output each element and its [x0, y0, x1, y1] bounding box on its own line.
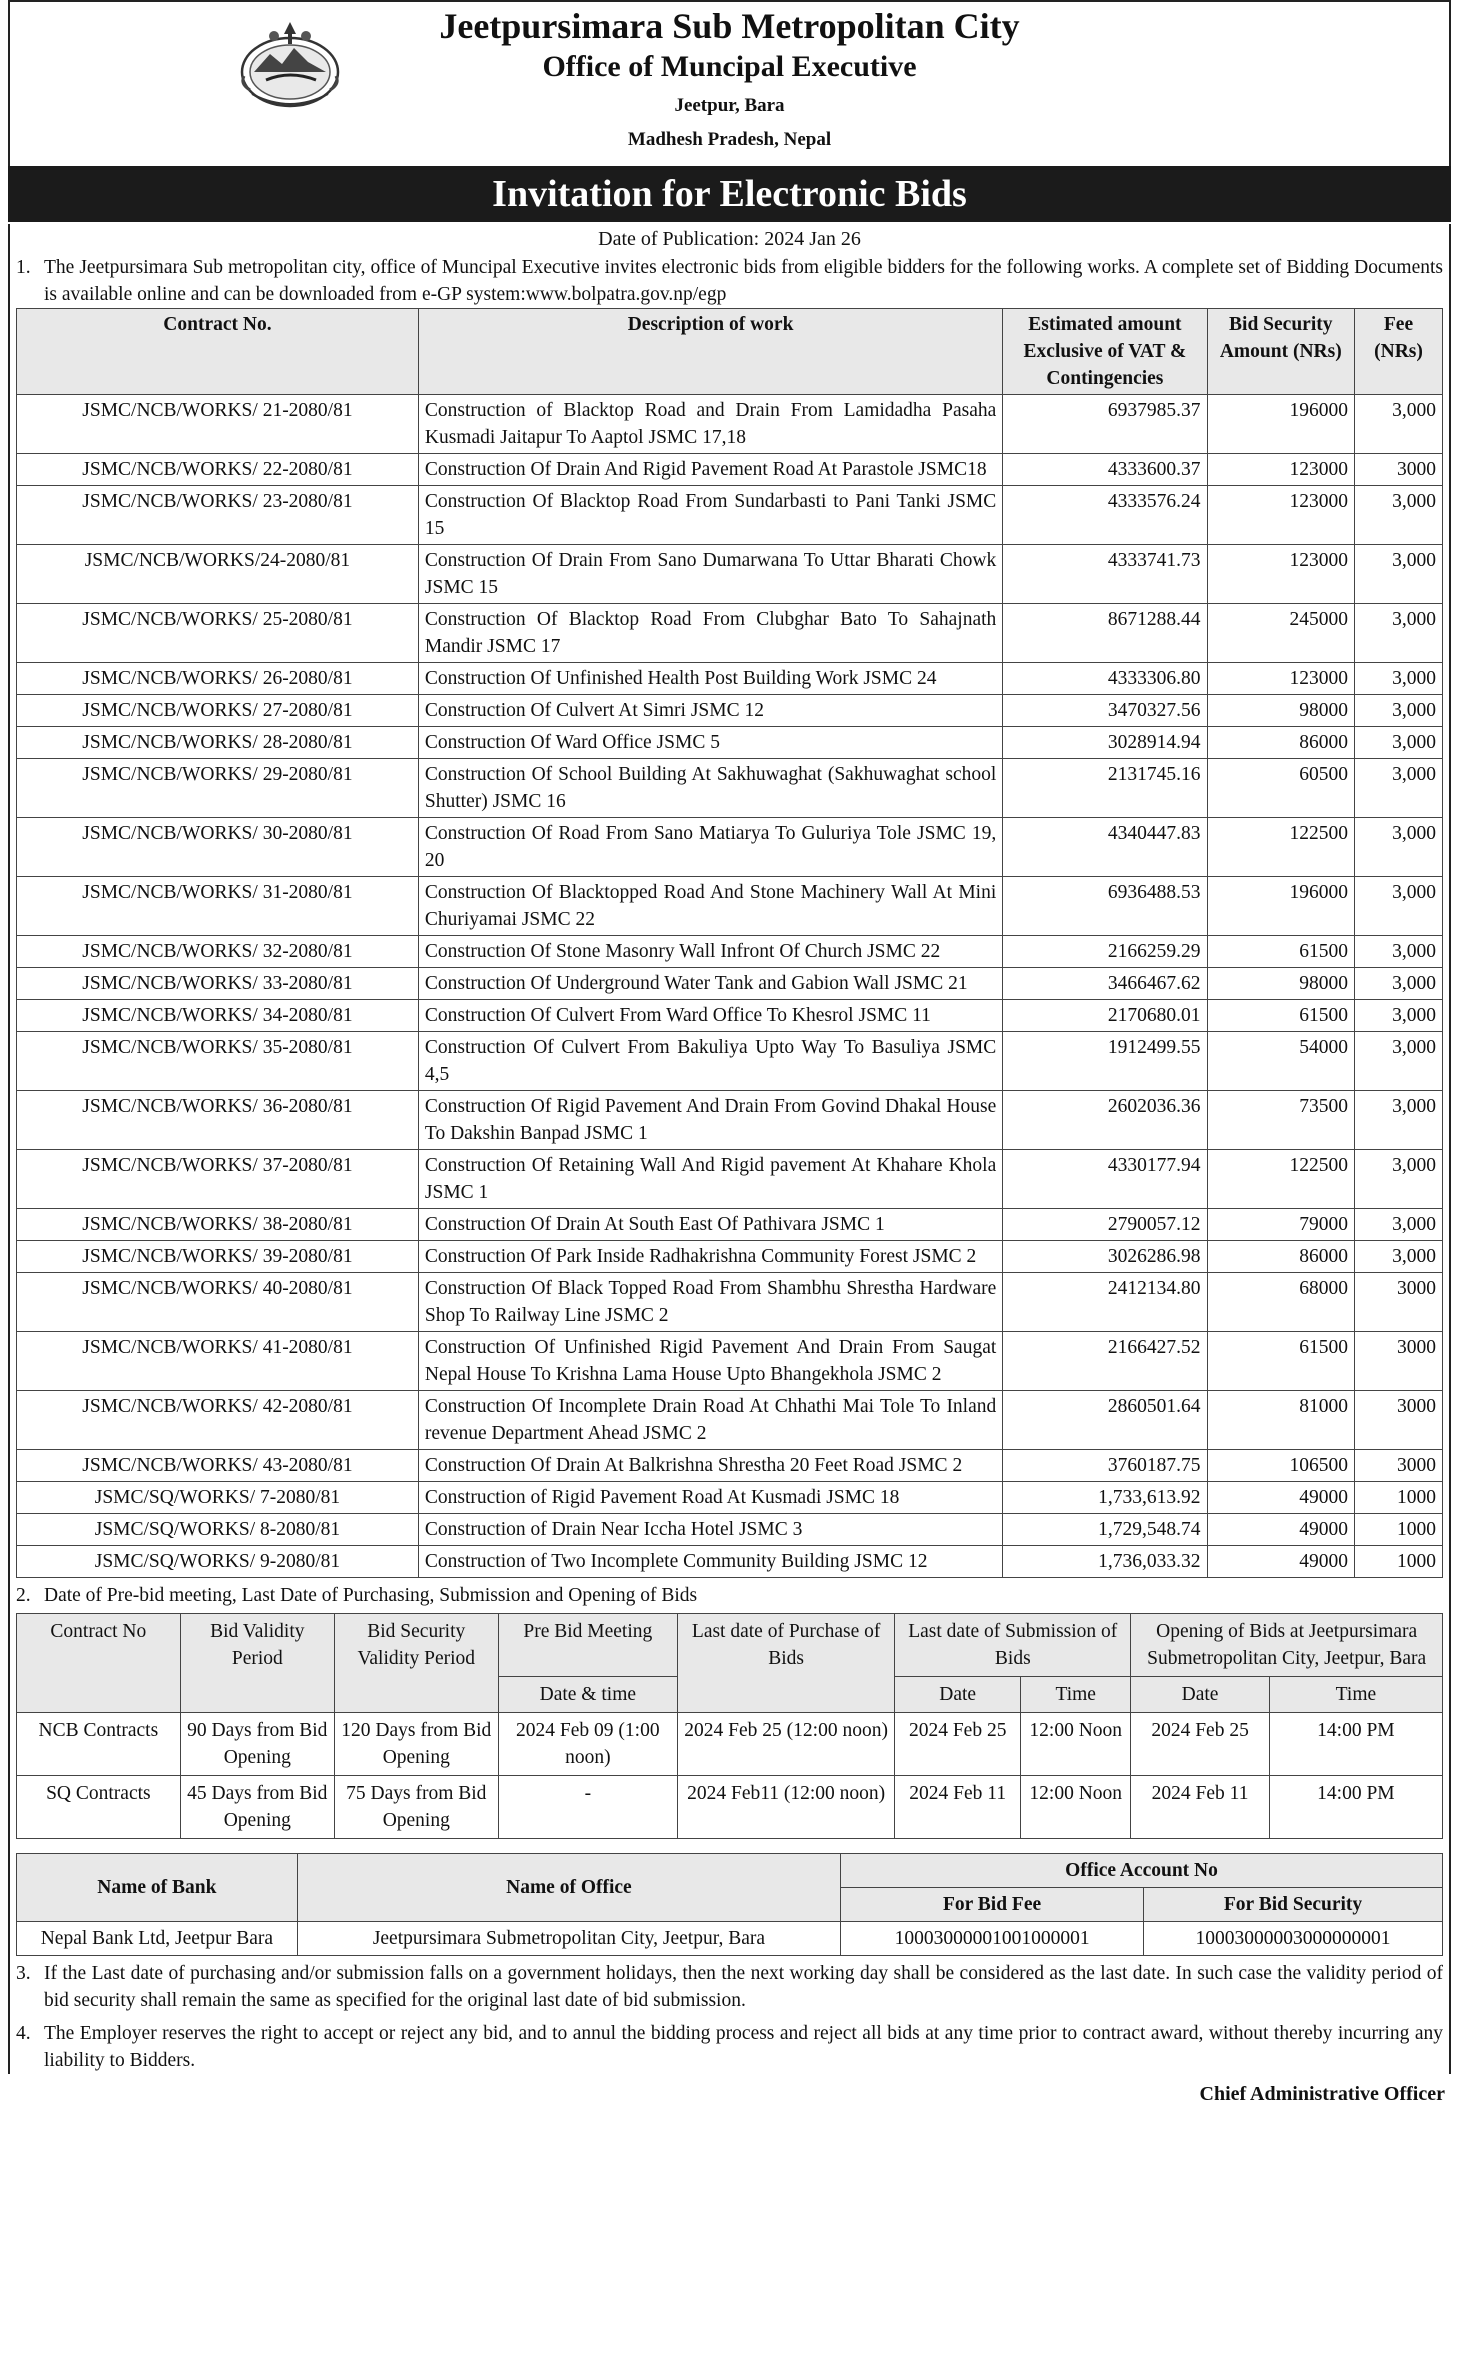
cell-fee: 3000 — [1355, 1391, 1443, 1450]
cell-fee: 3,000 — [1355, 1000, 1443, 1032]
location: Jeetpur, Bara — [674, 95, 785, 116]
table-row — [17, 454, 1443, 486]
cell-bidsecurity-account: 10003000003000000001 — [1144, 1922, 1443, 1956]
table-row — [17, 1482, 1443, 1514]
bid-notice-page — [8, 0, 1451, 2369]
cell-submission-time: 12:00 Noon — [1021, 1776, 1131, 1839]
cell-security: 75 Days from Bid Opening — [334, 1776, 498, 1839]
cell-contract-no: JSMC/NCB/WORKS/ 29-2080/81 — [17, 759, 419, 818]
cell-estimated-amount: 4333306.80 — [1003, 663, 1207, 695]
cell-contract-no: JSMC/NCB/WORKS/ 25-2080/81 — [17, 604, 419, 663]
paragraph-text: Date of Pre-bid meeting, Last Date of Purchasing, Submission and Opening of Bids — [44, 1585, 698, 1606]
cell-bid-security: 49000 — [1207, 1482, 1355, 1514]
cell-fee: 3,000 — [1355, 1241, 1443, 1273]
column-header: Last date of Submission of Bids — [895, 1614, 1131, 1677]
cell-estimated-amount: 2602036.36 — [1003, 1091, 1207, 1150]
cell-submission-time: 12:00 Noon — [1021, 1713, 1131, 1776]
cell-fee: 3,000 — [1355, 1209, 1443, 1241]
cell-bid-security: 86000 — [1207, 727, 1355, 759]
table-row — [17, 1273, 1443, 1332]
cell-fee: 3,000 — [1355, 486, 1443, 545]
cell-bid-security: 60500 — [1207, 759, 1355, 818]
cell-estimated-amount: 1,733,613.92 — [1003, 1482, 1207, 1514]
cell-estimated-amount: 8671288.44 — [1003, 604, 1207, 663]
column-subheader: For Bid Security — [1144, 1888, 1443, 1922]
column-subheader: Date & time — [498, 1677, 677, 1713]
column-header: Contract No — [17, 1614, 181, 1713]
cell-bid-security: 196000 — [1207, 877, 1355, 936]
table-row — [17, 1922, 1443, 1956]
cell-bid-security: 61500 — [1207, 1332, 1355, 1391]
cell-contract-no: JSMC/NCB/WORKS/ 41-2080/81 — [17, 1332, 419, 1391]
paragraph-number: 2. — [16, 1585, 31, 1606]
cell-description: Construction Of Road From Sano Matiarya To Guluriya Tole JSMC 19, 20 — [418, 818, 1002, 877]
paragraph-text: If the Last date of purchasing and/or submission falls on a government holidays, then the next working day shall be considered as the last date. In such case the validity period of bid security shall remain the same as specified for the original last date of bid submission. — [44, 1963, 1443, 2011]
cell-estimated-amount: 4333600.37 — [1003, 454, 1207, 486]
cell-contract-no: JSMC/SQ/WORKS/ 7-2080/81 — [17, 1482, 419, 1514]
cell-estimated-amount: 2790057.12 — [1003, 1209, 1207, 1241]
cell-contract-no: JSMC/NCB/WORKS/ 31-2080/81 — [17, 877, 419, 936]
column-subheader: Date — [1131, 1677, 1270, 1713]
cell-contract-no: JSMC/SQ/WORKS/ 8-2080/81 — [17, 1514, 419, 1546]
column-header: Bid Security Validity Period — [334, 1614, 498, 1713]
cell-contract-no: JSMC/NCB/WORKS/ 30-2080/81 — [17, 818, 419, 877]
cell-contract-no: JSMC/NCB/WORKS/ 23-2080/81 — [17, 486, 419, 545]
cell-contract-no: JSMC/NCB/WORKS/ 39-2080/81 — [17, 1241, 419, 1273]
cell-bank: Nepal Bank Ltd, Jeetpur Bara — [17, 1922, 298, 1956]
cell-bid-security: 123000 — [1207, 663, 1355, 695]
cell-estimated-amount: 2166259.29 — [1003, 936, 1207, 968]
cell-estimated-amount: 2170680.01 — [1003, 1000, 1207, 1032]
cell-estimated-amount: 1,736,033.32 — [1003, 1546, 1207, 1578]
table-row — [17, 663, 1443, 695]
cell-contract-no: JSMC/NCB/WORKS/ 36-2080/81 — [17, 1091, 419, 1150]
signature: Chief Administrative Officer — [1199, 2083, 1445, 2105]
cell-validity: 45 Days from Bid Opening — [180, 1776, 334, 1839]
cell-description: Construction Of Blacktop Road From Sundarbasti to Pani Tanki JSMC 15 — [418, 486, 1002, 545]
cell-fee: 3,000 — [1355, 1150, 1443, 1209]
cell-description: Construction Of Blacktop Road From Clubghar Bato To Sahajnath Mandir JSMC 17 — [418, 604, 1002, 663]
cell-office: Jeetpursimara Submetropolitan City, Jeetpur, Bara — [297, 1922, 840, 1956]
table-row — [17, 877, 1443, 936]
cell-bid-security: 98000 — [1207, 695, 1355, 727]
cell-contract: NCB Contracts — [17, 1713, 181, 1776]
cell-bid-security: 49000 — [1207, 1546, 1355, 1578]
cell-description: Construction of Rigid Pavement Road At Kusmadi JSMC 18 — [418, 1482, 1002, 1514]
cell-description: Construction Of Drain From Sano Dumarwana To Uttar Bharati Chowk JSMC 15 — [418, 545, 1002, 604]
cell-bid-security: 54000 — [1207, 1032, 1355, 1091]
notice-content — [8, 224, 1451, 2074]
table-row — [17, 395, 1443, 454]
cell-description: Construction Of Rigid Pavement And Drain From Govind Dhakal House To Dakshin Banpad JSMC 1 — [418, 1091, 1002, 1150]
cell-bid-security: 106500 — [1207, 1450, 1355, 1482]
cell-bid-security: 245000 — [1207, 604, 1355, 663]
office-title: Office of Muncipal Executive — [542, 50, 917, 83]
cell-fee: 3000 — [1355, 1273, 1443, 1332]
cell-submission-date: 2024 Feb 25 — [895, 1713, 1021, 1776]
cell-bid-security: 61500 — [1207, 1000, 1355, 1032]
cell-opening-time: 14:00 PM — [1269, 1776, 1442, 1839]
column-header: Pre Bid Meeting — [498, 1614, 677, 1677]
table-row — [17, 818, 1443, 877]
column-header: Office Account No — [841, 1854, 1443, 1888]
cell-contract-no: JSMC/NCB/WORKS/24-2080/81 — [17, 545, 419, 604]
cell-fee: 3,000 — [1355, 1032, 1443, 1091]
cell-bid-security: 61500 — [1207, 936, 1355, 968]
cell-bid-security: 123000 — [1207, 545, 1355, 604]
cell-contract-no: JSMC/NCB/WORKS/ 38-2080/81 — [17, 1209, 419, 1241]
cell-bid-security: 79000 — [1207, 1209, 1355, 1241]
cell-description: Construction Of Drain And Rigid Pavement Road At Parastole JSMC18 — [418, 454, 1002, 486]
table-row — [17, 1000, 1443, 1032]
column-header: Name of Office — [297, 1854, 840, 1922]
table-row — [17, 1150, 1443, 1209]
cell-estimated-amount: 4330177.94 — [1003, 1150, 1207, 1209]
dates-table — [16, 1613, 1443, 1839]
cell-estimated-amount: 6936488.53 — [1003, 877, 1207, 936]
cell-estimated-amount: 3028914.94 — [1003, 727, 1207, 759]
cell-bid-security: 86000 — [1207, 1241, 1355, 1273]
column-header: Fee (NRs) — [1355, 309, 1443, 395]
cell-estimated-amount: 3760187.75 — [1003, 1450, 1207, 1482]
table-row — [17, 936, 1443, 968]
works-table — [16, 308, 1443, 1578]
bank-header-row — [17, 1854, 1443, 1888]
cell-contract-no: JSMC/NCB/WORKS/ 35-2080/81 — [17, 1032, 419, 1091]
cell-description: Construction Of Incomplete Drain Road At Chhathi Mai Tole To Inland revenue Department Ahead JSMC 2 — [418, 1391, 1002, 1450]
cell-description: Construction Of Ward Office JSMC 5 — [418, 727, 1002, 759]
cell-purchase: 2024 Feb 25 (12:00 noon) — [678, 1713, 895, 1776]
column-header: Last date of Purchase of Bids — [678, 1614, 895, 1713]
table-row — [17, 759, 1443, 818]
cell-fee: 3,000 — [1355, 545, 1443, 604]
cell-description: Construction Of School Building At Sakhuwaghat (Sakhuwaghat school Shutter) JSMC 16 — [418, 759, 1002, 818]
cell-bid-security: 123000 — [1207, 486, 1355, 545]
cell-contract-no: JSMC/NCB/WORKS/ 42-2080/81 — [17, 1391, 419, 1450]
cell-fee: 3,000 — [1355, 936, 1443, 968]
cell-description: Construction of Two Incomplete Community Building JSMC 12 — [418, 1546, 1002, 1578]
paragraph-number: 3. — [16, 1963, 31, 1984]
table-row — [17, 1209, 1443, 1241]
cell-description: Construction Of Black Topped Road From Shambhu Shrestha Hardware Shop To Railway Line JSMC 2 — [418, 1273, 1002, 1332]
notice-banner: Invitation for Electronic Bids — [8, 166, 1451, 222]
cell-contract-no: JSMC/NCB/WORKS/ 22-2080/81 — [17, 454, 419, 486]
cell-fee: 3,000 — [1355, 968, 1443, 1000]
cell-estimated-amount: 1,729,548.74 — [1003, 1514, 1207, 1546]
cell-opening-date: 2024 Feb 11 — [1131, 1776, 1270, 1839]
cell-fee: 3,000 — [1355, 663, 1443, 695]
cell-contract-no: JSMC/NCB/WORKS/ 27-2080/81 — [17, 695, 419, 727]
cell-description: Construction of Drain Near Iccha Hotel JSMC 3 — [418, 1514, 1002, 1546]
column-header: Opening of Bids at Jeetpursimara Submetropolitan City, Jeetpur, Bara — [1131, 1614, 1443, 1677]
table-row — [17, 695, 1443, 727]
works-table-body — [17, 395, 1443, 1578]
cell-description: Construction Of Park Inside Radhakrishna Community Forest JSMC 2 — [418, 1241, 1002, 1273]
column-header: Contract No. — [17, 309, 419, 395]
cell-submission-date: 2024 Feb 11 — [895, 1776, 1021, 1839]
cell-bid-security: 123000 — [1207, 454, 1355, 486]
cell-opening-date: 2024 Feb 25 — [1131, 1713, 1270, 1776]
cell-fee: 3,000 — [1355, 604, 1443, 663]
column-subheader: For Bid Fee — [841, 1888, 1144, 1922]
cell-fee: 3000 — [1355, 454, 1443, 486]
cell-estimated-amount: 3470327.56 — [1003, 695, 1207, 727]
table-row — [17, 545, 1443, 604]
cell-estimated-amount: 3466467.62 — [1003, 968, 1207, 1000]
table-row — [17, 1032, 1443, 1091]
table-row — [17, 1091, 1443, 1150]
cell-prebid: - — [498, 1776, 677, 1839]
cell-description: Construction Of Retaining Wall And Rigid pavement At Khahare Khola JSMC 1 — [418, 1150, 1002, 1209]
column-header: Bid Security Amount (NRs) — [1207, 309, 1355, 395]
paragraph-text: The Employer reserves the right to accept or reject any bid, and to annul the bidding process and reject all bids at any time prior to contract award, without thereby incurring any liability to Bidders. — [44, 2023, 1443, 2071]
cell-description: Construction Of Drain At Balkrishna Shrestha 20 Feet Road JSMC 2 — [418, 1450, 1002, 1482]
cell-bid-security: 98000 — [1207, 968, 1355, 1000]
table-row — [17, 727, 1443, 759]
cell-contract-no: JSMC/SQ/WORKS/ 9-2080/81 — [17, 1546, 419, 1578]
paragraph-1 — [16, 254, 1443, 308]
table-row — [17, 968, 1443, 1000]
cell-contract-no: JSMC/NCB/WORKS/ 32-2080/81 — [17, 936, 419, 968]
cell-estimated-amount: 2131745.16 — [1003, 759, 1207, 818]
cell-contract-no: JSMC/NCB/WORKS/ 26-2080/81 — [17, 663, 419, 695]
cell-fee: 3,000 — [1355, 695, 1443, 727]
cell-purchase: 2024 Feb11 (12:00 noon) — [678, 1776, 895, 1839]
cell-fee: 3000 — [1355, 1450, 1443, 1482]
cell-opening-time: 14:00 PM — [1269, 1713, 1442, 1776]
cell-estimated-amount: 2860501.64 — [1003, 1391, 1207, 1450]
paragraph-2 — [16, 1582, 1443, 1609]
table-row — [17, 1391, 1443, 1450]
paragraph-3 — [16, 1960, 1443, 2014]
cell-fee: 1000 — [1355, 1482, 1443, 1514]
table-row — [17, 1776, 1443, 1839]
cell-fee: 3,000 — [1355, 759, 1443, 818]
cell-prebid: 2024 Feb 09 (1:00 noon) — [498, 1713, 677, 1776]
city-title: Jeetpursimara Sub Metropolitan City — [439, 6, 1020, 46]
cell-fee: 3,000 — [1355, 877, 1443, 936]
cell-bidfee-account: 10003000001001000001 — [841, 1922, 1144, 1956]
cell-fee: 3000 — [1355, 1332, 1443, 1391]
cell-bid-security: 49000 — [1207, 1514, 1355, 1546]
province: Madhesh Pradesh, Nepal — [627, 129, 832, 150]
cell-estimated-amount: 3026286.98 — [1003, 1241, 1207, 1273]
cell-fee: 3,000 — [1355, 1091, 1443, 1150]
cell-fee: 3,000 — [1355, 395, 1443, 454]
cell-description: Construction Of Stone Masonry Wall Infront Of Church JSMC 22 — [418, 936, 1002, 968]
cell-contract-no: JSMC/NCB/WORKS/ 34-2080/81 — [17, 1000, 419, 1032]
paragraph-text: The Jeetpursimara Sub metropolitan city, office of Muncipal Executive invites electronic bids from eligible bidders for the following works. A complete set of Bidding Documents is available online and can be downloaded from e-GP system:www.bolpatra.gov.np/egp — [44, 257, 1443, 305]
paragraph-number: 1. — [16, 257, 31, 278]
cell-estimated-amount: 2412134.80 — [1003, 1273, 1207, 1332]
cell-contract-no: JSMC/NCB/WORKS/ 37-2080/81 — [17, 1150, 419, 1209]
cell-estimated-amount: 4333741.73 — [1003, 545, 1207, 604]
cell-description: Construction Of Unfinished Rigid Pavement And Drain From Saugat Nepal House To Krishna Lama House Upto Bhangekhola JSMC 2 — [418, 1332, 1002, 1391]
cell-contract-no: JSMC/NCB/WORKS/ 43-2080/81 — [17, 1450, 419, 1482]
bank-table — [16, 1853, 1443, 1956]
table-row — [17, 1450, 1443, 1482]
cell-fee: 3,000 — [1355, 818, 1443, 877]
cell-description: Construction Of Unfinished Health Post Building Work JSMC 24 — [418, 663, 1002, 695]
cell-contract: SQ Contracts — [17, 1776, 181, 1839]
column-header: Estimated amount Exclusive of VAT & Contingencies — [1003, 309, 1207, 395]
cell-contract-no: JSMC/NCB/WORKS/ 28-2080/81 — [17, 727, 419, 759]
cell-description: Construction Of Drain At South East Of Pathivara JSMC 1 — [418, 1209, 1002, 1241]
column-header: Name of Bank — [17, 1854, 298, 1922]
cell-estimated-amount: 2166427.52 — [1003, 1332, 1207, 1391]
table-row — [17, 1332, 1443, 1391]
cell-description: Construction Of Blacktopped Road And Stone Machinery Wall At Mini Churiyamai JSMC 22 — [418, 877, 1002, 936]
cell-bid-security: 122500 — [1207, 818, 1355, 877]
cell-security: 120 Days from Bid Opening — [334, 1713, 498, 1776]
cell-description: Construction Of Culvert From Ward Office To Khesrol JSMC 11 — [418, 1000, 1002, 1032]
cell-description: Construction of Blacktop Road and Drain From Lamidadha Pasaha Kusmadi Jaitapur To Aaptol JSMC 17,18 — [418, 395, 1002, 454]
cell-contract-no: JSMC/NCB/WORKS/ 40-2080/81 — [17, 1273, 419, 1332]
publication-date: Date of Publication: 2024 Jan 26 — [598, 228, 861, 250]
cell-estimated-amount: 1912499.55 — [1003, 1032, 1207, 1091]
paragraph-number: 4. — [16, 2023, 31, 2044]
column-header: Bid Validity Period — [180, 1614, 334, 1713]
cell-description: Construction Of Culvert At Simri JSMC 12 — [418, 695, 1002, 727]
column-subheader: Time — [1021, 1677, 1131, 1713]
table-row — [17, 1241, 1443, 1273]
works-table-header — [17, 309, 1443, 395]
column-header: Description of work — [418, 309, 1002, 395]
cell-contract-no: JSMC/NCB/WORKS/ 21-2080/81 — [17, 395, 419, 454]
cell-bid-security: 81000 — [1207, 1391, 1355, 1450]
table-row — [17, 1713, 1443, 1776]
cell-bid-security: 196000 — [1207, 395, 1355, 454]
cell-description: Construction Of Underground Water Tank and Gabion Wall JSMC 21 — [418, 968, 1002, 1000]
dates-header-row — [17, 1614, 1443, 1677]
cell-fee: 3,000 — [1355, 727, 1443, 759]
cell-fee: 1000 — [1355, 1514, 1443, 1546]
header — [8, 0, 1451, 166]
cell-validity: 90 Days from Bid Opening — [180, 1713, 334, 1776]
column-subheader: Date — [895, 1677, 1021, 1713]
cell-contract-no: JSMC/NCB/WORKS/ 33-2080/81 — [17, 968, 419, 1000]
table-row — [17, 486, 1443, 545]
table-row — [17, 1546, 1443, 1578]
column-subheader: Time — [1269, 1677, 1442, 1713]
cell-description: Construction Of Culvert From Bakuliya Upto Way To Basuliya JSMC 4,5 — [418, 1032, 1002, 1091]
cell-bid-security: 122500 — [1207, 1150, 1355, 1209]
paragraph-4 — [16, 2020, 1443, 2074]
cell-estimated-amount: 4333576.24 — [1003, 486, 1207, 545]
cell-bid-security: 68000 — [1207, 1273, 1355, 1332]
cell-estimated-amount: 4340447.83 — [1003, 818, 1207, 877]
table-row — [17, 1514, 1443, 1546]
cell-estimated-amount: 6937985.37 — [1003, 395, 1207, 454]
cell-bid-security: 73500 — [1207, 1091, 1355, 1150]
table-row — [17, 604, 1443, 663]
cell-fee: 1000 — [1355, 1546, 1443, 1578]
